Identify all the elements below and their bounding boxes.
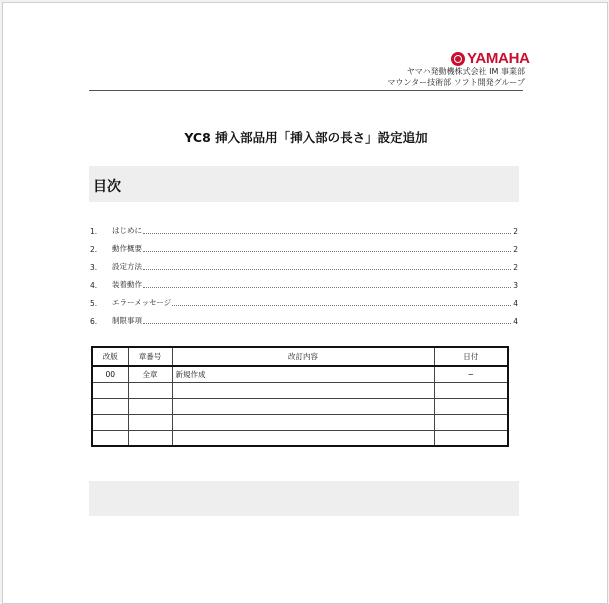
toc-item-page: 2	[513, 263, 518, 272]
cell-content: 新規作成	[172, 366, 434, 382]
cell-date	[434, 382, 508, 398]
cell-revision	[92, 414, 128, 430]
table-row	[92, 366, 508, 382]
toc-item[interactable]	[90, 296, 518, 308]
table-header-row	[92, 347, 508, 366]
cell-revision	[92, 382, 128, 398]
toc-item-page: 4	[513, 317, 518, 326]
toc-leader-dots	[143, 287, 511, 288]
toc-item-number: 5.	[90, 299, 98, 308]
col-header-chapter: 章番号	[128, 347, 172, 366]
toc-leader-dots	[143, 269, 511, 270]
toc-item-page: 3	[513, 281, 518, 290]
toc-heading-band	[89, 166, 519, 202]
toc-item-number: 4.	[90, 281, 98, 290]
toc-leader-dots	[143, 251, 511, 252]
toc-item-label: 装着動作	[112, 280, 142, 289]
cell-date	[434, 398, 508, 414]
cell-content	[172, 414, 434, 430]
section-heading-band	[89, 481, 519, 516]
cell-chapter	[128, 398, 172, 414]
cell-chapter	[128, 430, 172, 446]
cell-revision	[92, 398, 128, 414]
tuning-fork-emblem-icon	[451, 52, 465, 66]
toc-item-label: はじめに	[112, 226, 142, 235]
table-row	[92, 430, 508, 446]
table-row	[92, 382, 508, 398]
toc-item-page: 4	[513, 299, 518, 308]
toc-item-label: 設定方法	[112, 262, 142, 271]
toc-leader-dots	[143, 323, 511, 324]
toc-heading: 目次	[93, 179, 121, 195]
brand-name: YAMAHA	[467, 50, 530, 67]
toc-item[interactable]	[90, 224, 518, 236]
company-name: ヤマハ発動機株式会社 IM 事業部	[406, 67, 525, 76]
toc-item-number: 2.	[90, 245, 98, 254]
toc-item-number: 3.	[90, 263, 98, 272]
cell-content	[172, 382, 434, 398]
department-name: マウンター技術部 ソフト開発グループ	[387, 78, 525, 87]
header-divider	[89, 90, 523, 91]
cell-revision: 00	[92, 366, 128, 382]
cell-date: −	[434, 366, 508, 382]
cell-date	[434, 430, 508, 446]
cell-content	[172, 398, 434, 414]
table-row	[92, 414, 508, 430]
toc-item[interactable]	[90, 242, 518, 254]
cell-chapter	[128, 414, 172, 430]
toc-item-number: 1.	[90, 227, 98, 236]
col-header-date: 日付	[434, 347, 508, 366]
table-row	[92, 398, 508, 414]
toc-item-page: 2	[513, 245, 518, 254]
revision-history-table	[91, 346, 509, 447]
toc-item-label: エラーメッセージ	[112, 298, 172, 307]
cell-chapter	[128, 382, 172, 398]
toc-item[interactable]	[90, 314, 518, 326]
toc-item-number: 6.	[90, 317, 98, 326]
cell-revision	[92, 430, 128, 446]
toc-item[interactable]	[90, 278, 518, 290]
toc-item[interactable]	[90, 260, 518, 272]
toc-item-label: 制限事項	[112, 316, 142, 325]
cell-content	[172, 430, 434, 446]
document-title: YC8 挿入部品用「挿入部の長さ」設定追加	[184, 130, 428, 145]
yamaha-logo	[451, 51, 530, 67]
toc-leader-dots	[172, 305, 511, 306]
col-header-content: 改訂内容	[172, 347, 434, 366]
toc-item-label: 動作概要	[112, 244, 142, 253]
col-header-revision: 改版	[92, 347, 128, 366]
toc-item-page: 2	[513, 227, 518, 236]
cell-chapter: 全章	[128, 366, 172, 382]
cell-date	[434, 414, 508, 430]
toc-leader-dots	[143, 233, 511, 234]
